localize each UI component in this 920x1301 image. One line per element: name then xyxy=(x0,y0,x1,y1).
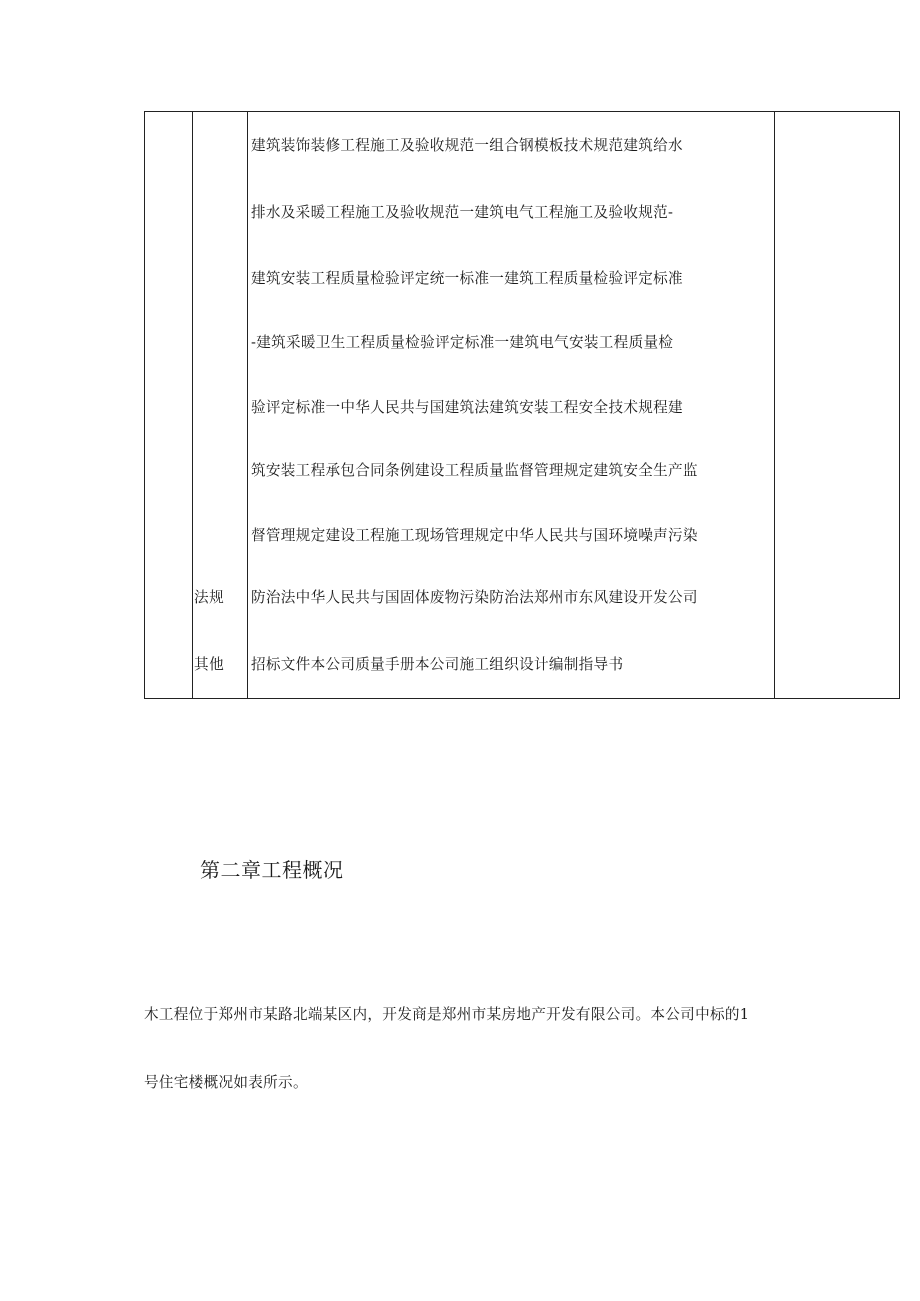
document-line: 排水及采暖工程施工及验收规范一建筑电气工程施工及验收规范- xyxy=(251,204,674,221)
table-column-notes xyxy=(775,112,899,698)
chapter-title: 第二章工程概况 xyxy=(200,858,344,882)
regulations-table xyxy=(144,111,900,699)
table-column-index xyxy=(145,112,193,698)
paragraph-line: 木工程位于郑州市某路北端某区内，开发商是郑州市某房地产开发有限公司。本公司中标的1 xyxy=(144,1006,750,1023)
document-line: 防治法中华人民共与国固体废物污染防治法郑州市东风建设开发公司 xyxy=(251,589,698,606)
table-column-category xyxy=(193,112,248,698)
document-line: 督管理规定建设工程施工现场管理规定中华人民共与国环境噪声污染 xyxy=(251,527,698,544)
paragraph-line: 号住宅楼概况如表所示。 xyxy=(144,1074,308,1091)
category-label-other: 其他 xyxy=(194,656,225,673)
document-line: 验评定标准一中华人民共与国建筑法建筑安装工程安全技术规程建 xyxy=(251,399,683,416)
document-line: 建筑装饰装修工程施工及验收规范一组合钢模板技术规范建筑给水 xyxy=(251,137,683,154)
document-line: 招标文件本公司质量手册本公司施工组织设计编制指导书 xyxy=(251,656,624,673)
document-line: -建筑采暖卫生工程质量检验评定标准一建筑电气安装工程质量检 xyxy=(251,334,674,351)
category-label-regulations: 法规 xyxy=(194,589,225,606)
document-line: 筑安装工程承包合同条例建设工程质量监督管理规定建筑安全生产监 xyxy=(251,462,698,479)
document-line: 建筑安装工程质量检验评定统一标准一建筑工程质量检验评定标准 xyxy=(251,270,683,287)
table-column-documents xyxy=(248,112,775,698)
